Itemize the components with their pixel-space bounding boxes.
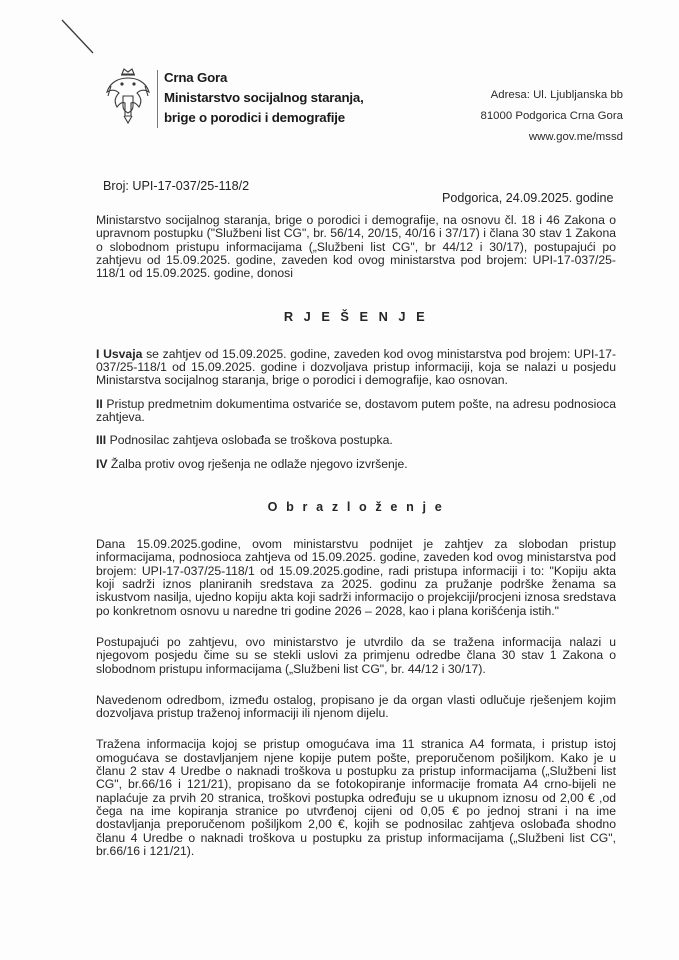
reasoning-paragraph-3: Navedenom odredbom, između ostalog, propisano je da organ vlasti odlučuje rješenjem kojim dozvoljava pristup traženoj informaciji ili njenom dijelu. [96, 692, 616, 721]
item-number: III [96, 433, 107, 448]
item-number: I [96, 346, 100, 361]
pen-stroke-mark [60, 18, 96, 56]
item-text: Žalba protiv ovog rješenja ne odlaže njegovo izvršenje. [110, 456, 408, 471]
website-link[interactable]: www.gov.me/mssd [528, 131, 623, 143]
decision-item-2 [96, 398, 616, 425]
city-address: 81000 Podgorica Crna Gora [480, 110, 623, 122]
reasoning-heading: O b r a z l o ž e n j e [267, 499, 445, 514]
intro-paragraph: Ministarstvo socijalnog staranja, brige o porodici i demografije, na osnovu čl. 18 i 46 Zakona o upravnom postupku ("Službeni list CG", br. 56/14, 20/15, 40/16 i 37/17) i člana 30 stav 1 Zakona o slobodnom pristupu informacijama („Službeni list CG", br 44/12 i 30/17), postupajući po zahtjevu od 15.09.2025. godine, zaveden kod ovog ministarstva pod brojem: UPI-17-037/25-118/1 od 15.09.2025. godine, donosi [96, 213, 616, 281]
item-text: Pristup predmetnim dokumentima ostvariće se, dostavom putem pošte, na adresu podnosioca zahtjeva. [96, 396, 616, 424]
decision-item-1 [96, 348, 616, 388]
ministry-name-line2: brige o porodici i demografije [164, 110, 345, 125]
item-number: II [96, 396, 103, 411]
address-block [481, 85, 623, 148]
header-divider [157, 70, 158, 128]
reasoning-paragraph-1: Dana 15.09.2025.godine, ovom ministarstvu podnijet je zahtjev za slobodan pristup informacijama, podnosioca zahtjeva od 15.09.2025. godine, zaveden kod ovog ministarstva pod brojem: UPI-17-037/25-118/1 od 15.09.2025.godine, radi pristupa informaciji i to: "Kopiju akta koji sadrži iznos planiranih sredstava za 2025. godinu za pružanje podrške ženama sa iskustvom nasilja, ujedno kopiju akta koji sadrži informacijo o projekciji/procjeni iznosa sredstava po konkretnom osnovu u naredne tri godine 2026 – 2028, kao i plana korišćenja istih." [96, 537, 616, 618]
country-name: Crna Gora [164, 70, 228, 85]
item-number: IV [96, 456, 108, 471]
ministry-name-line1: Ministarstvo socijalnog staranja, [164, 90, 364, 105]
item-bold-word: Usvaja [103, 346, 143, 361]
item-text: se zahtjev od 15.09.2025. godine, zaveden kod ovog ministarstva pod brojem: UPI-17-037/25-118/1 od 15.09.2025. godine i dozvoljava pristup informaciji, koja se nalazi u posjedu Ministarstva socijalnog staranja, brige o porodici i demografije, kao osnovan. [96, 346, 617, 388]
reasoning-paragraph-2: Postupajući po zahtjevu, ovo ministarstvo je utvrdilo da se tražena informacija nalazi u njegovom posjedu čime su se stekli uslovi za primjenu odredbe člana 30 stav 1 Zakona o slobodnom pristupu informacijama („Službeni list CG", br. 44/12 i 30/17). [96, 634, 616, 676]
decision-heading: R J E Š E N J E [283, 309, 429, 325]
reference-number: Broj: UPI-17-037/25-118/2 [103, 179, 250, 193]
decision-item-3 [96, 434, 616, 447]
coat-of-arms-logo [103, 66, 153, 126]
decision-item-4 [96, 458, 616, 471]
document-body [96, 214, 616, 858]
reasoning-paragraph-4: Tražena informacija kojoj se pristup omogućava ima 11 stranica A4 formata, i pristup istoj omogućava se dostavljanjem njene kopije putem pošte, preporučenom pošiljkom. Kako je u članu 2 stav 4 Uredbe o naknadi troškova u postupku za pristup informacijama („Službeni list CG", br.66/16 i 121/21), propisano da se fotokopiranje informacije fromata A4 crno-bijeli ne naplaćuje za prvih 20 stranica, troškovi postupka određuju se u ukupnom iznosu od 2,00 € ,od čega na ime kopiranja stranice po utvrđenoj cijeni od 0,05 € po jednoj strani i na ime dostavljanja preporučenom pošiljkom 2,00 €, kojih se podnosilac zahtjeva oslobađa shodno članu 4 Uredbe o naknadi troškova u postupku za pristup informacijama („Službeni list CG", br.66/16 i 121/21). [96, 737, 616, 858]
street-address: Adresa: Ul. Ljubljanska bb [490, 89, 623, 101]
organization-name [164, 68, 364, 128]
place-and-date: Podgorica, 24.09.2025. godine [442, 191, 614, 205]
item-text: Podnosilac zahtjeva oslobađa se troškova postupka. [109, 433, 393, 448]
